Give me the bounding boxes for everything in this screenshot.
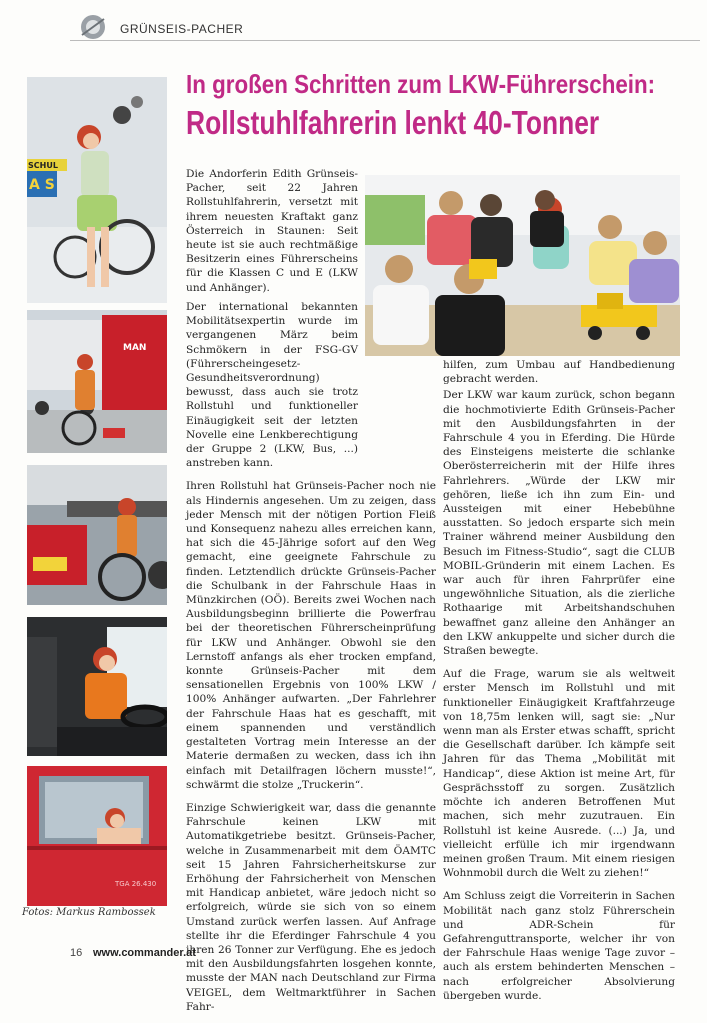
footer-url[interactable]: www.commander.at	[93, 947, 196, 959]
svg-text:TGA 26.430: TGA 26.430	[115, 880, 157, 888]
article-paragraph: Einzige Schwierigkeit war, dass die genannte Fahrschule keinen LKW mit Automatikgetriebe besitzt. Grünseis-Pacher, welche in Zusammenarbeit mit dem ÖAMTC seit 15 Jahren Fahrsicherheitskurse zur Erhöhung der Fahrsicherheit von Menschen mit Handicap anbietet, wäre jedoch nicht so erfolgreich, würde sie sich von so einem Umstand zurück werfen lassen. Auf Anfrage stellte ihr die Eferdinger Fahrschule 4 you ihren 26 Tonner zur Verfügung. Ehe es jedoch mit den Ausbildungsfahrten losgehen konnte, musste der MAN nach Deutschland zur Firma VEIGEL, dem Weltmarktführer in Sachen Fahr-	[186, 801, 436, 1013]
photo-cab-window	[27, 766, 167, 906]
svg-text:A S: A S	[29, 177, 55, 193]
photo-red-truck-wheelchair	[27, 310, 167, 453]
page-number: 16	[70, 947, 83, 959]
headline-line1: In großen Schritten zum LKW-Führerschein:	[186, 69, 656, 99]
article-paragraph: Der LKW war kaum zurück, schon begann die hochmotivierte Edith Grünseis-Pacher mit den Ausbildungsfahrten in der Fahrschule 4 you in Eferding. Die Hürde des Einsteigens meisterte die schlanke Oberösterreicherin mit der Hilfe ihres Fahrlehrers. „Würde der LKW mir gehören, ließe ich ihn zum Ein- und Aussteigen mit einer Hebebühne ausstatten. So jedoch ersparte sich mein Trainer während meiner Ausbildung den Besuch im Fitness-Studio“, sagt die CLUB MOBIL-Gründerin mit einem Lachen. Es war auch für ihren Fahrprüfer eine ungewöhnliche Situation, als die zierliche Rothaarige mit Arbeitshandschuhen bewaffnet ganz alleine den Anhänger an den LKW ankuppelte und sicher durch die Straßen bewegte.	[443, 389, 675, 658]
article-column1b	[186, 300, 436, 1023]
headline-line2: Rollstuhlfahrerin lenkt 40-Tonner	[186, 104, 600, 141]
article-paragraph: Der international bekannten Mobilitätsexpertin wurde im vergangenen März beim Schmökern in der FSG-GV (Führerscheingesetz-Gesundheitsverordnung) bewusst, dass auch sie trotz Rollstuhl und funktioneller Einäugigkeit seit der letzten Novelle eine Lenkberechtigung der Gruppe 2 (LKW, Bus, ...) anstreben kann.	[186, 301, 358, 470]
article-column2	[443, 358, 675, 1012]
photo-caption: Fotos: Markus Rambossek	[22, 907, 156, 918]
section-logo	[76, 13, 110, 41]
photo-sign-wheelchair	[27, 77, 167, 303]
section-title: GRÜNSEIS-PACHER	[120, 22, 244, 36]
photo-cab-interior	[27, 617, 167, 756]
photo-truck-coupling	[27, 465, 167, 605]
article-paragraph: Ihren Rollstuhl hat Grünseis-Pacher noch nie als Hindernis angesehen. Um zu zeigen, dass jeder Mensch mit der nötigen Portion Fleiß und Konsequenz nahezu alles erreichen kann, hat sich die 45-Jährige sofort auf den Weg gemacht, eine geeignete Fahrschule zu finden. Letztendlich drückte Grünseis-Pacher die Schulbank in der Fahrschule Haas in Münzkirchen (OÖ). Bereits zwei Wochen nach Ausbildungsbeginn brillierte die Powerfrau bei der theoretischen Führerscheinprüfung für LKW und Anhänger. Obwohl sie den Lernstoff anfangs als eher trocken empfand, konnte Grünseis-Pacher mit dem sensationellen Ergebnis von 100% LKW / 100% Anhänger aufwarten. „Der Fahrlehrer der Fahrschule Haas hat es geschafft, mit einem spannenden und verständlich gestalteten Vortrag mein Interesse an der Materie dermaßen zu wecken, dass ich ihn einfach mit Detailfragen löchern musste!“, schwärmt die stolze „Truckerin“.	[186, 480, 436, 791]
article-paragraph: Auf die Frage, warum sie als weltweit erster Mensch im Rollstuhl und mit funktioneller Einäugigkeit Kraftfahrzeuge von 18,75m lenken will, sagt sie: „Nur wenn man als Erster etwas schafft, spricht die Gesellschaft darüber. Ich kämpfe seit Jahren für das Thema „Mobilität mit Handicap“, diese Aktion ist meine Art, für Gesprächsstoff zu sorgen. Zusätzlich möchte ich anderen Betroffenen Mut machen, sich mehr zuzutrauen. Ein Rollstuhl ist keine Ausrede. (...) Ja, und vielleicht erfülle ich mir irgendwann meinen großen Traum. Mit einem riesigen Wohnmobil durch die Welt zu ziehen!“	[443, 668, 675, 880]
header-divider	[70, 40, 700, 41]
article-paragraph: hilfen, zum Umbau auf Handbedienung gebracht werden.	[443, 359, 675, 386]
svg-text:MAN: MAN	[123, 343, 147, 353]
article-column1	[186, 167, 358, 304]
article-paragraph: Die Andorferin Edith Grünseis-Pacher, seit 22 Jahren Rollstuhlfahrerin, versetzt mit ihrem neuesten Kraftakt ganz Österreich in Staunen: Seit heute ist sie auch rechtmäßige Besitzerin eines Führerscheins für die Klassen C und E (LKW und Anhänger).	[186, 168, 358, 294]
svg-text:SCHUL: SCHUL	[28, 161, 58, 170]
article-paragraph: Am Schluss zeigt die Vorreiterin in Sachen Mobilität nach ganz stolz Führerschein und ADR-Schein für Gefahrenguttransporte, welcher ihr von der Fahrschule Haas wenige Tage zuvor – auch als erstem behinderten Menschen – nach erfolgreicher Absolvierung übergeben wurde.	[443, 890, 675, 1002]
